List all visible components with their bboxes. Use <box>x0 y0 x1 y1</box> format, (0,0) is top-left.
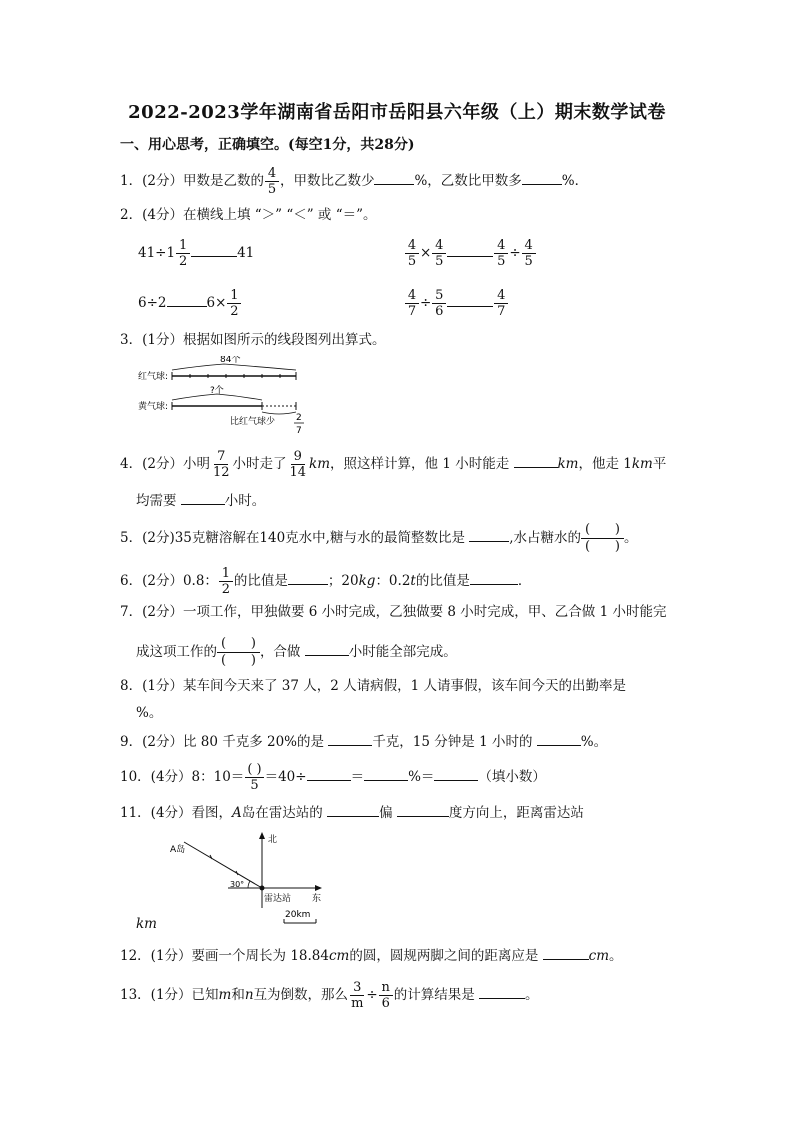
q6-blank-1[interactable] <box>288 570 328 585</box>
q11-blank-2[interactable] <box>397 802 449 817</box>
scale-label: 20km <box>285 910 311 920</box>
station-label: 雷达站 <box>264 894 292 904</box>
q7-line2: 成这项工作的 ( ) ( ) ，合做 小时能全部完成。 <box>136 636 457 668</box>
q5-blank-1[interactable] <box>469 527 509 542</box>
question-4: 4．(2分）小明 $\frac{7}{12}$ 小时走了 $\frac{9}{14}$ km，照这样计算，他 1 小时能走 km，他走 1km平 <box>120 449 667 480</box>
q4-blank-2[interactable] <box>181 490 225 505</box>
q8-line2: %。 <box>136 705 163 721</box>
q10-blank-3[interactable] <box>434 766 478 781</box>
q1-blank-1[interactable] <box>374 170 414 185</box>
east-label: 东 <box>312 894 322 904</box>
q10-blank-2[interactable] <box>364 766 408 781</box>
q6-blank-2[interactable] <box>470 570 518 585</box>
yellow-balloon-label: 黄气球: <box>138 402 169 412</box>
svg-text:2: 2 <box>296 413 302 423</box>
q1-fraction: $\frac{4}{5}$ <box>265 166 279 197</box>
question-13: 13．(1分）已知m和n互为倒数，那么 $\frac{3}{m}$ ÷ $\frac{n}{6}$ 的计算结果是 。 <box>120 980 539 1011</box>
q11-blank-1[interactable] <box>327 802 379 817</box>
north-label: 北 <box>268 835 278 845</box>
q10-blank-1[interactable] <box>307 766 351 781</box>
yellow-unknown: ?个 <box>210 386 224 396</box>
q7-blank-2[interactable] <box>305 641 349 656</box>
question-1: 1．(2分）甲数是乙数的 $\frac{4}{5}$ ，甲数比乙数少 %，乙数比甲数多 %． <box>120 166 589 197</box>
q12-blank-1[interactable] <box>543 945 589 960</box>
angle-label: 30° <box>230 880 245 889</box>
q11-radar-diagram <box>168 830 338 928</box>
question-5: 5．(2分)35克糖溶解在140克水中,糖与水的最简整数比是 ,水占糖水的 ( ) ( ) 。 <box>120 522 638 554</box>
question-2: 2．(4分）在横线上填 “＞” “＜” 或 “＝”。 <box>120 207 377 223</box>
question-8: 8．(1分）某车间今天来了 37 人，2 人请病假，1 人请事假，该车间今天的出勤率是 <box>120 678 626 694</box>
less-label: 比红气球少 <box>230 417 276 427</box>
red-count: 84个 <box>220 356 241 365</box>
q13-blank-1[interactable] <box>479 984 525 999</box>
q2-row2-right: $\frac{4}{7}$ ÷ $\frac{5}{6}$ $\frac{4}{7}$ <box>404 288 509 319</box>
q5-blank-fraction[interactable]: ( ) ( ) <box>581 522 624 555</box>
q11-line2: km <box>136 916 157 932</box>
svg-text:7: 7 <box>296 426 302 436</box>
section-heading: 一、用心思考，正确填空。(每空1分，共28分) <box>120 137 415 153</box>
question-7: 7．(2分）一项工作，甲独做要 6 小时完成，乙独做要 8 小时完成，甲、乙合做 1 小时能完 <box>120 604 667 620</box>
q2-blank-1[interactable] <box>191 242 237 257</box>
q4-line2: 均需要 小时。 <box>136 490 265 511</box>
q9-blank-2[interactable] <box>537 731 581 746</box>
q3-segment-diagram <box>134 356 314 438</box>
question-9: 9．(2分）比 80 千克多 20%的是 千克，15 分钟是 1 小时的 %。 <box>120 731 607 752</box>
q4-blank-1[interactable] <box>514 453 558 468</box>
page-title: 2022-2023学年湖南省岳阳市岳阳县六年级（上）期末数学试卷 <box>128 102 666 123</box>
q2-row1-left: 41÷1 $\frac{1}{2}$ 41 <box>138 238 255 269</box>
q1-text: 1．(2分）甲数是乙数的 <box>120 173 264 189</box>
q2-blank-3[interactable] <box>167 292 207 307</box>
question-10: 10．(4分）8：10＝ $\frac{( )}{5}$ ＝40÷ ＝ %＝ （填小数） <box>120 762 546 793</box>
q1-blank-2[interactable] <box>522 170 562 185</box>
question-6: 6．(2分）0.8： $\frac{1}{2}$ 的比值是 ；20kg：0.2t的比值是 ． <box>120 566 532 597</box>
question-11: 11．(4分）看图，A岛在雷达站的 偏 度方向上，距离雷达站 <box>120 802 584 823</box>
question-12: 12．(1分）要画一个周长为 18.84cm的圆，圆规两脚之间的距离应是 cm。 <box>120 945 623 966</box>
island-label: A岛 <box>170 845 186 855</box>
question-3: 3．(1分）根据如图所示的线段图列出算式。 <box>120 332 386 348</box>
q9-blank-1[interactable] <box>328 731 372 746</box>
q7-blank-fraction[interactable]: ( ) ( ) <box>217 636 260 669</box>
q2-row1-right: $\frac{4}{5}$ × $\frac{4}{5}$ $\frac{4}{5}$ ÷ $\frac{4}{5}$ <box>404 238 537 269</box>
q2-row2-left: 6÷2 6× $\frac{1}{2}$ <box>138 288 242 319</box>
q2-blank-2[interactable] <box>447 242 493 257</box>
red-balloon-label: 红气球: <box>138 372 169 382</box>
q2-blank-4[interactable] <box>447 292 493 307</box>
